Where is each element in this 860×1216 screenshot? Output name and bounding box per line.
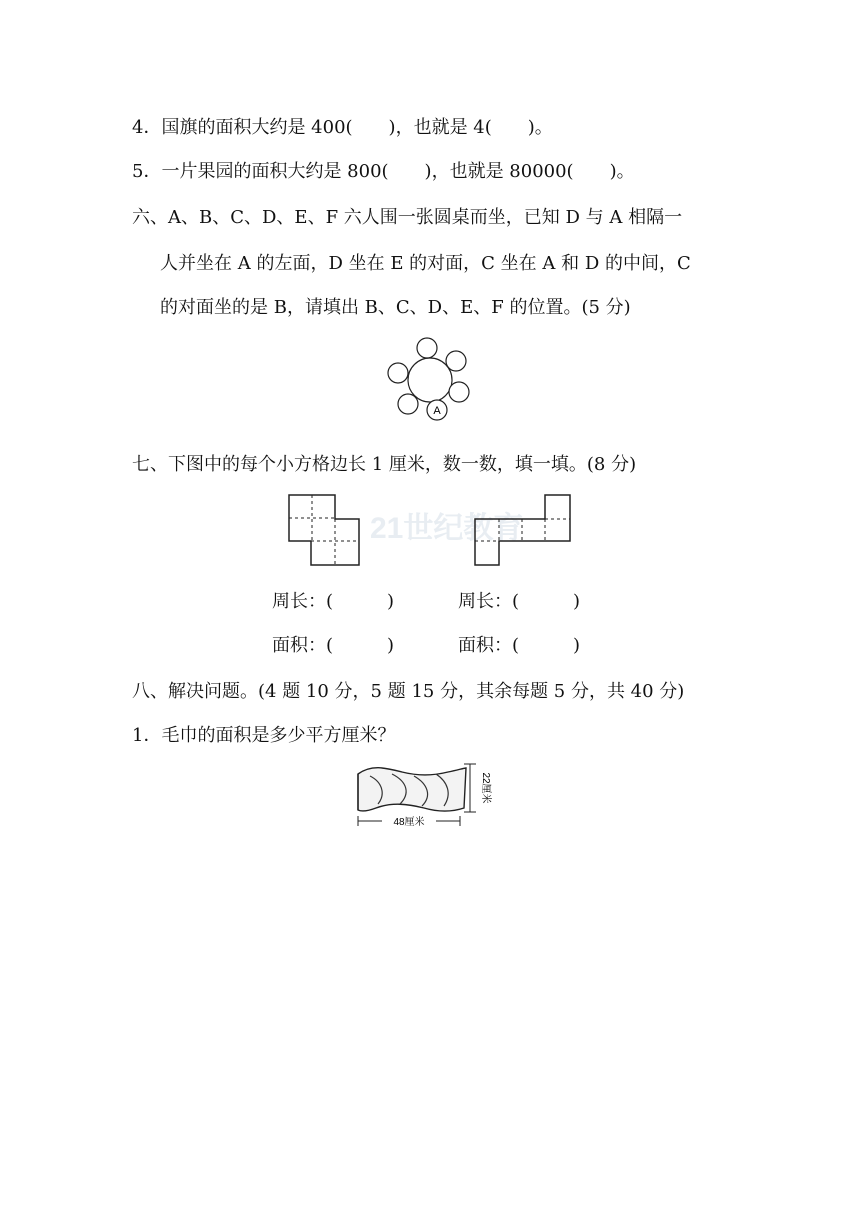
seat-top <box>417 338 437 358</box>
table-circle <box>408 358 452 402</box>
right-perimeter-label: 周长：( ) <box>458 591 581 612</box>
section-6-line-3: 的对面坐的是 B，请填出 B、C、D、E、F 的位置。(5 分) <box>160 297 631 318</box>
round-table-figure <box>385 334 475 424</box>
question-4: 4．国旗的面积大约是 400( )，也就是 4( )。 <box>132 117 553 138</box>
section-6-line-2: 人并坐在 A 的左面，D 坐在 E 的对面，C 坐在 A 和 D 的中间，C <box>160 253 691 274</box>
left-area-label: 面积：( ) <box>272 635 395 656</box>
question-5: 5．一片果园的面积大约是 800( )，也就是 80000( )。 <box>132 161 635 182</box>
section-8-question-1: 1．毛巾的面积是多少平方厘米？ <box>132 725 396 746</box>
towel-figure <box>352 760 502 830</box>
right-area-label: 面积：( ) <box>458 635 581 656</box>
left-grid-shape <box>288 494 368 572</box>
section-6-line-1: 六、A、B、C、D、E、F 六人围一张圆桌而坐，已知 D 与 A 相隔一 <box>132 207 683 228</box>
svg-text:21世纪教育: 21世纪教育 <box>370 512 524 545</box>
seat-top-left <box>388 363 408 383</box>
towel-height-label: 22厘米 <box>480 772 491 804</box>
section-8-title: 八、解决问题。(4 题 10 分，5 题 15 分，其余每题 5 分，共 40 分) <box>132 681 685 702</box>
seat-bottom-left <box>398 394 418 414</box>
seat-a-label: A <box>433 405 441 417</box>
seat-bottom-right <box>449 382 469 402</box>
seat-top-right <box>446 351 466 371</box>
right-grid-shape <box>474 494 574 574</box>
towel-width-label: 48厘米 <box>393 817 425 828</box>
left-perimeter-label: 周长：( ) <box>272 591 395 612</box>
section-7-title: 七、下图中的每个小方格边长 1 厘米，数一数，填一填。(8 分) <box>132 454 637 475</box>
